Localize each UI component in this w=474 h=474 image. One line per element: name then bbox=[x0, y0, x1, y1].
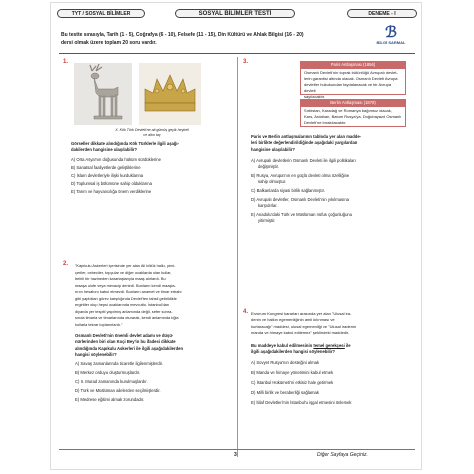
instructions: Bu testte sırasıyla, Tarih (1 - 5), Coğrafya (6 - 10), Felsefe (11 - 15), Din Kültürü ve Ahlak Bilgisi (16 - 20) dersi olmak üzere toplam 20 soru vardır. bbox=[61, 32, 304, 46]
question-4-number: 4. bbox=[243, 309, 249, 315]
option-c[interactable]: C) Balkanlarda siyasi birlik sağlanmıştır. bbox=[251, 188, 326, 193]
question-1-options bbox=[71, 157, 236, 195]
option-d[interactable]: D) Milli birlik ve beraberliği sağlamak bbox=[251, 390, 319, 395]
option-a[interactable]: A) Sovyet Rusya'nın desteğini almak bbox=[251, 360, 320, 365]
option-b[interactable]: B) Manda ve himaye yönetimini kabul etmek bbox=[251, 370, 334, 375]
subject-pill: TYT / SOSYAL BİLİMLER bbox=[57, 9, 145, 18]
option-a[interactable]: A) Orta Asya'nın doğusunda hüküm sürdüklerine bbox=[71, 157, 161, 162]
question-1-stem: Görseller dikkate alındığında Kök Türklerle ilgili aşağı- dakilerden hangisine ulaşılabilir? bbox=[71, 141, 179, 153]
header-divider bbox=[59, 53, 415, 54]
column-divider bbox=[237, 57, 238, 457]
treaty-2-text: Sırbistan, Karadağ ve Romanya bağımsız olacak, Kars, Ardahan, Batum Rusya'ya, Doğubayazıt Osmanlı Devleti'ne bırakılacaktır. bbox=[300, 106, 406, 127]
logo-icon: ℬ bbox=[385, 24, 397, 41]
footer-divider bbox=[59, 449, 415, 450]
question-2-stem: Osmanlı Devleti'nin önemli devlet adamı ve düşü- nürlerinden biri olan Koçi Bey'in bu ifadesi dikkate alındığında Kapıkulu Askerleri ile ilgili aşağıdakilerden hangisi söylenebilir? bbox=[75, 333, 184, 357]
treaty-1-title: Paris Antlaşması (1856) bbox=[300, 61, 406, 68]
option-e[interactable]: E) Medrese eğitimi almak zorundadır. bbox=[75, 397, 145, 402]
option-c[interactable]: C) İslam devletleriyle ilişki kurduklarına bbox=[71, 173, 144, 178]
exam-page bbox=[50, 2, 422, 470]
option-c[interactable]: C) II. Murad zamanında kurulmuşlardır. bbox=[75, 379, 148, 384]
option-d[interactable]: D) Toplumsal iş bölümüne sahip olduklarına bbox=[71, 181, 152, 186]
test-title-pill: SOSYAL BİLİMLER TESTİ bbox=[175, 9, 295, 18]
emphasis-text: temel gerekçesi bbox=[313, 343, 345, 348]
question-4-options bbox=[251, 360, 415, 406]
option-b[interactable]: B) Sanatsal faaliyetlerde geliştiklerine bbox=[71, 165, 141, 170]
image-caption: X. Kök Türk Devleti'ne ait gümüş geyik heykeli ve altın taç bbox=[115, 128, 189, 137]
option-a[interactable]: A) Avrupalı devletlerin Osmanlı Devleti ile ilgili politikaları değişmiştir. bbox=[251, 158, 356, 169]
option-e[interactable]: E) Tarım ve hayvancılığa önem verdiklerine bbox=[71, 189, 152, 194]
option-c[interactable]: C) İstanbul Hükümeti'ni etkisiz hale getirmek bbox=[251, 380, 334, 385]
treaty-2-title: Berlin Antlaşması (1878) bbox=[300, 99, 406, 106]
page-number: 3 bbox=[234, 452, 237, 458]
option-b[interactable]: B) Merkez orduyu oluşturmuşlardır. bbox=[75, 370, 141, 375]
option-e[interactable]: E) İtilaf Devletleri'nin İstanbul'u işgal etmesini önlemek bbox=[251, 400, 352, 405]
option-a[interactable]: A) Savaş zamanlarında ticaretle ilgilenmişlerdir. bbox=[75, 361, 163, 366]
question-4-stem: Bu maddeye kabul edilmesinin temel gerekçesi ile ilgili aşağıdakilerden hangisi söylenebilir? bbox=[251, 343, 351, 355]
golden-crown-image bbox=[139, 63, 201, 125]
question-3-number: 3. bbox=[243, 59, 249, 65]
option-b[interactable]: B) Rusya, Avrupa'nın en güçlü devleti olma özelliğine sahip olmuştur. bbox=[251, 173, 350, 184]
option-e[interactable]: E) Anadolu'daki Türk ve Müslüman nüfus çoğunluğunu yitirmiştir. bbox=[251, 212, 353, 223]
exam-number-pill: DENEME - I bbox=[347, 9, 417, 18]
question-2-options bbox=[75, 361, 235, 403]
question-1-number: 1. bbox=[63, 59, 69, 65]
continue-note: Diğer Sayfaya Geçiniz. bbox=[317, 452, 368, 458]
question-3-options bbox=[251, 158, 415, 224]
treaty-1-text: Osmanlı Devleti'nin toprak bütünlüğü Avrupalı devlet- lerin garantisi altında olacak. Osmanlı Devleti Avrupa devletler hukukundan faydalanacak ve bir Avrupa devleti sayılacaktır. bbox=[300, 68, 406, 95]
question-2-number: 2. bbox=[63, 261, 69, 267]
option-d[interactable]: D) Türk ve Müslüman ailelerden seçilmişlerdir. bbox=[75, 388, 161, 393]
option-d[interactable]: D) Avrupalı devletler, Osmanlı Devleti'nin yıkılmasına karşıdırlar. bbox=[251, 197, 350, 208]
publisher-logo: ℬ BİLGİ SARMAL bbox=[371, 25, 411, 51]
question-4-passage: Erzurum Kongresi kararları arasında yer alan "Ulusal ira- denin ve halkın egemenliğinin amil kılınması ve kurtaracağı" maddesi, ulusal egemenliği ve "Ulusal iradenin manda ve himaye kabul edilemez" şeklindeki maddedir. bbox=[251, 311, 357, 335]
question-3-stem: Paris ve Berlin antlaşmalarının tabloda yer alan madde- leri birlikte değerlendirildiğinde aşağıdaki yargılardan hangisine ulaşılabilir? bbox=[251, 134, 362, 152]
header-bar bbox=[57, 9, 417, 19]
question-2-passage: "Kapıkulu Askerleri içerisinde yer alan Ali bölük halkı, yeni- çeriler, cebeciler, topçular ve diğer ocaklarda olan kullar, belirli bir hazineden karartaşlarıyla maaş alırlardı. Bu maaşa ulufe veya mevacip denirdi. Bunların kendi maaşla- rının hesabını kabul etmezdi. Bunların anamet ve timar erbabı gibi yaptıkları görev karşılığında Devlet'ten tahsil getirildikle ergirtiler olup hepsi ocaklarında mevcuttu. İstanbul'dan diyarda yer tespiti yapılmış anlamında değil, sefer sonra- sında timarla ve timarlarında oturarak, kendi anlamında tığla kullarla tekrar toplanırlardı." bbox=[75, 263, 182, 327]
silver-deer-statue-image bbox=[74, 63, 132, 125]
